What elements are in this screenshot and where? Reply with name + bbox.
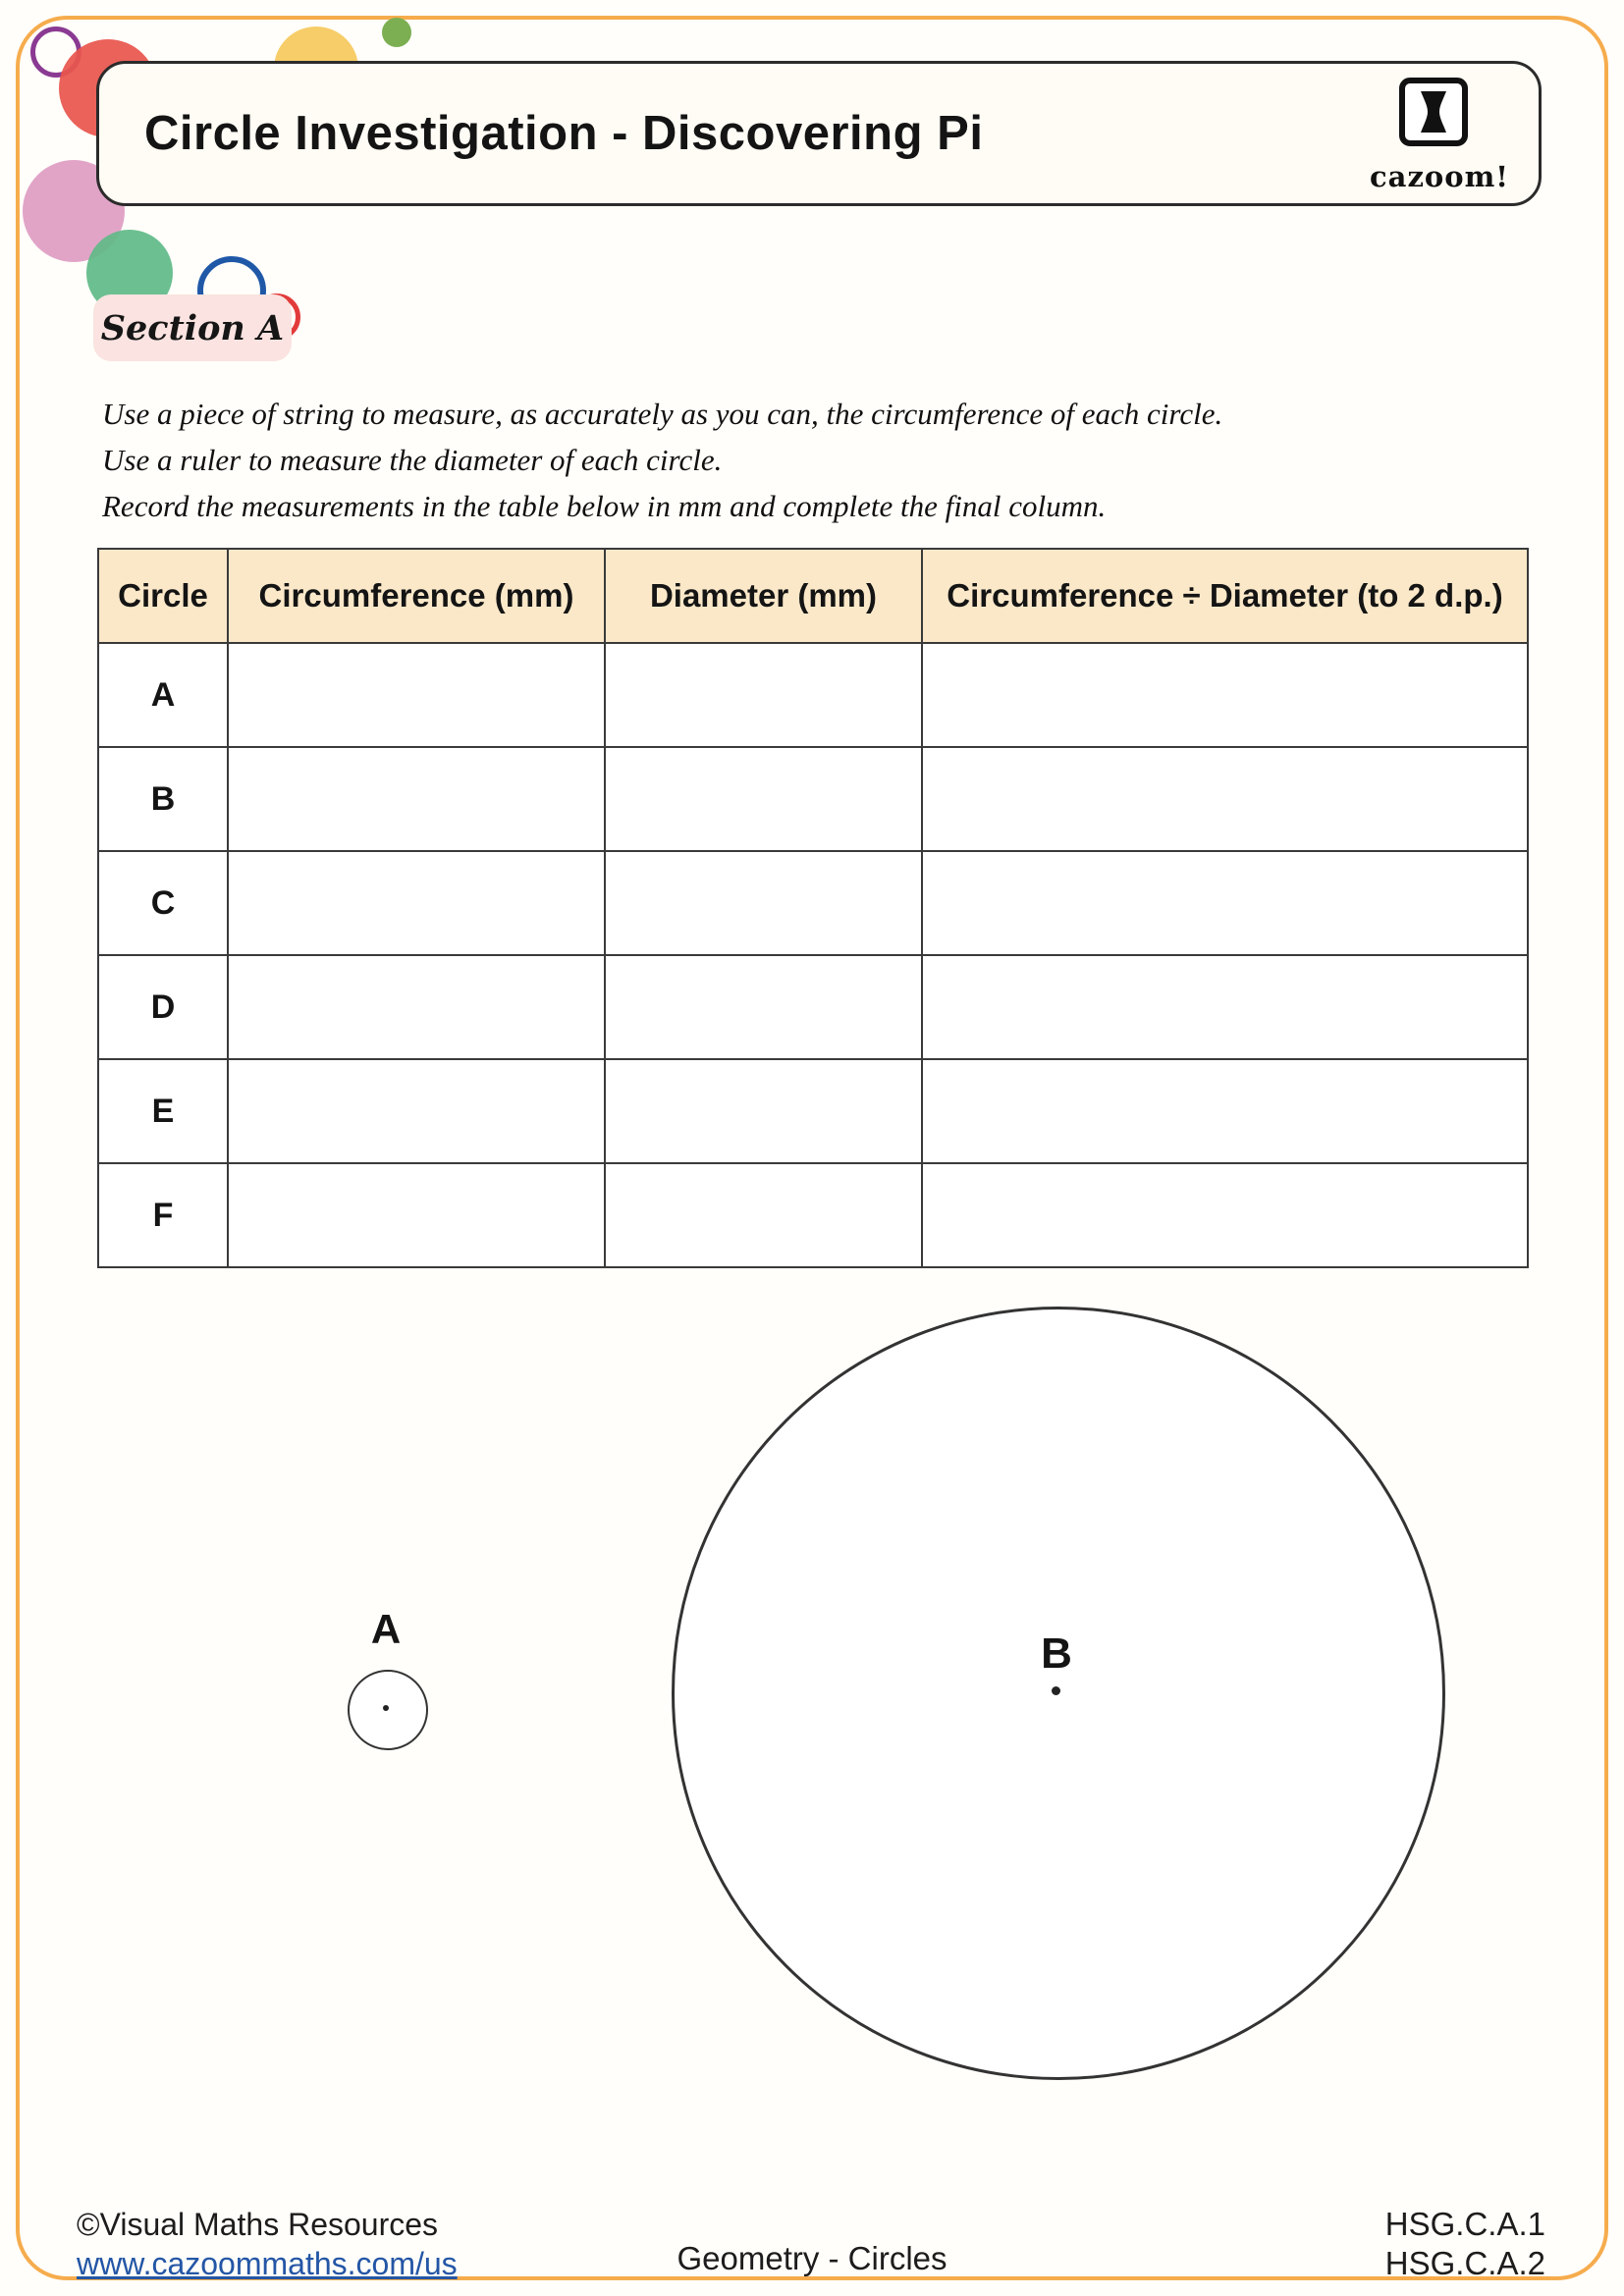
circle-a-center-dot [383, 1705, 389, 1711]
cazoom-logo [1370, 78, 1510, 193]
diameter-cell [605, 747, 922, 851]
diameter-cell [605, 851, 922, 955]
circumference-cell [228, 1163, 605, 1267]
instruction-line: Use a ruler to measure the diameter of each circle. [102, 443, 723, 477]
circle-b-center-dot [1052, 1686, 1060, 1695]
header-ratio: Circumference ÷ Diameter (to 2 d.p.) [922, 549, 1528, 643]
circumference-cell [228, 643, 605, 747]
section-a-pill [93, 294, 292, 361]
standard-code: HSG.C.A.2 [1384, 2245, 1545, 2281]
row-label: A [98, 643, 228, 747]
copyright-text: ©Visual Maths Resources [77, 2207, 439, 2242]
instruction-line: Record the measurements in the table below in mm and complete the final column. [102, 489, 1107, 523]
instruction-line: Use a piece of string to measure, as accurately as you can, the circumference of each circle. [102, 397, 1223, 431]
ratio-cell [922, 747, 1528, 851]
header-box [96, 61, 1542, 206]
table-row [98, 851, 1528, 955]
circle-a-label: A [370, 1606, 402, 1652]
cazoom-logo-icon [1398, 78, 1469, 158]
header-circle: Circle [98, 549, 228, 643]
circle-b-label: B [1041, 1629, 1072, 1678]
diameter-cell [605, 1163, 922, 1267]
row-label: C [98, 851, 228, 955]
footer-topic-label: Geometry - Circles [677, 2240, 947, 2276]
table-row [98, 643, 1528, 747]
footer-left [77, 2205, 458, 2283]
footer-standards [1385, 2205, 1545, 2283]
page-title: Circle Investigation - Discovering Pi [144, 107, 984, 160]
table-header-row [98, 549, 1528, 643]
standard-code: HSG.C.A.1 [1384, 2206, 1545, 2242]
circumference-cell [228, 955, 605, 1059]
header-diameter: Diameter (mm) [605, 549, 922, 643]
table-row [98, 955, 1528, 1059]
ratio-cell [922, 1163, 1528, 1267]
instructions-block [102, 391, 1222, 529]
row-label: E [98, 1059, 228, 1163]
section-a-label: Section A [100, 307, 285, 348]
diameter-cell [605, 1059, 922, 1163]
table-row [98, 1059, 1528, 1163]
cazoom-logo-text: cazoom! [1370, 160, 1510, 193]
ratio-cell [922, 1059, 1528, 1163]
circumference-cell [228, 747, 605, 851]
website-link[interactable]: www.cazoommaths.com/us [77, 2246, 458, 2281]
diameter-cell [605, 643, 922, 747]
decorative-green-dot-icon [382, 18, 411, 47]
table-row [98, 747, 1528, 851]
row-label: F [98, 1163, 228, 1267]
ratio-cell [922, 643, 1528, 747]
diameter-cell [605, 955, 922, 1059]
ratio-cell [922, 851, 1528, 955]
ratio-cell [922, 955, 1528, 1059]
circumference-cell [228, 1059, 605, 1163]
circumference-cell [228, 851, 605, 955]
row-label: D [98, 955, 228, 1059]
row-label: B [98, 747, 228, 851]
table-row [98, 1163, 1528, 1267]
header-circumference: Circumference (mm) [228, 549, 605, 643]
measurement-table [97, 548, 1529, 1268]
